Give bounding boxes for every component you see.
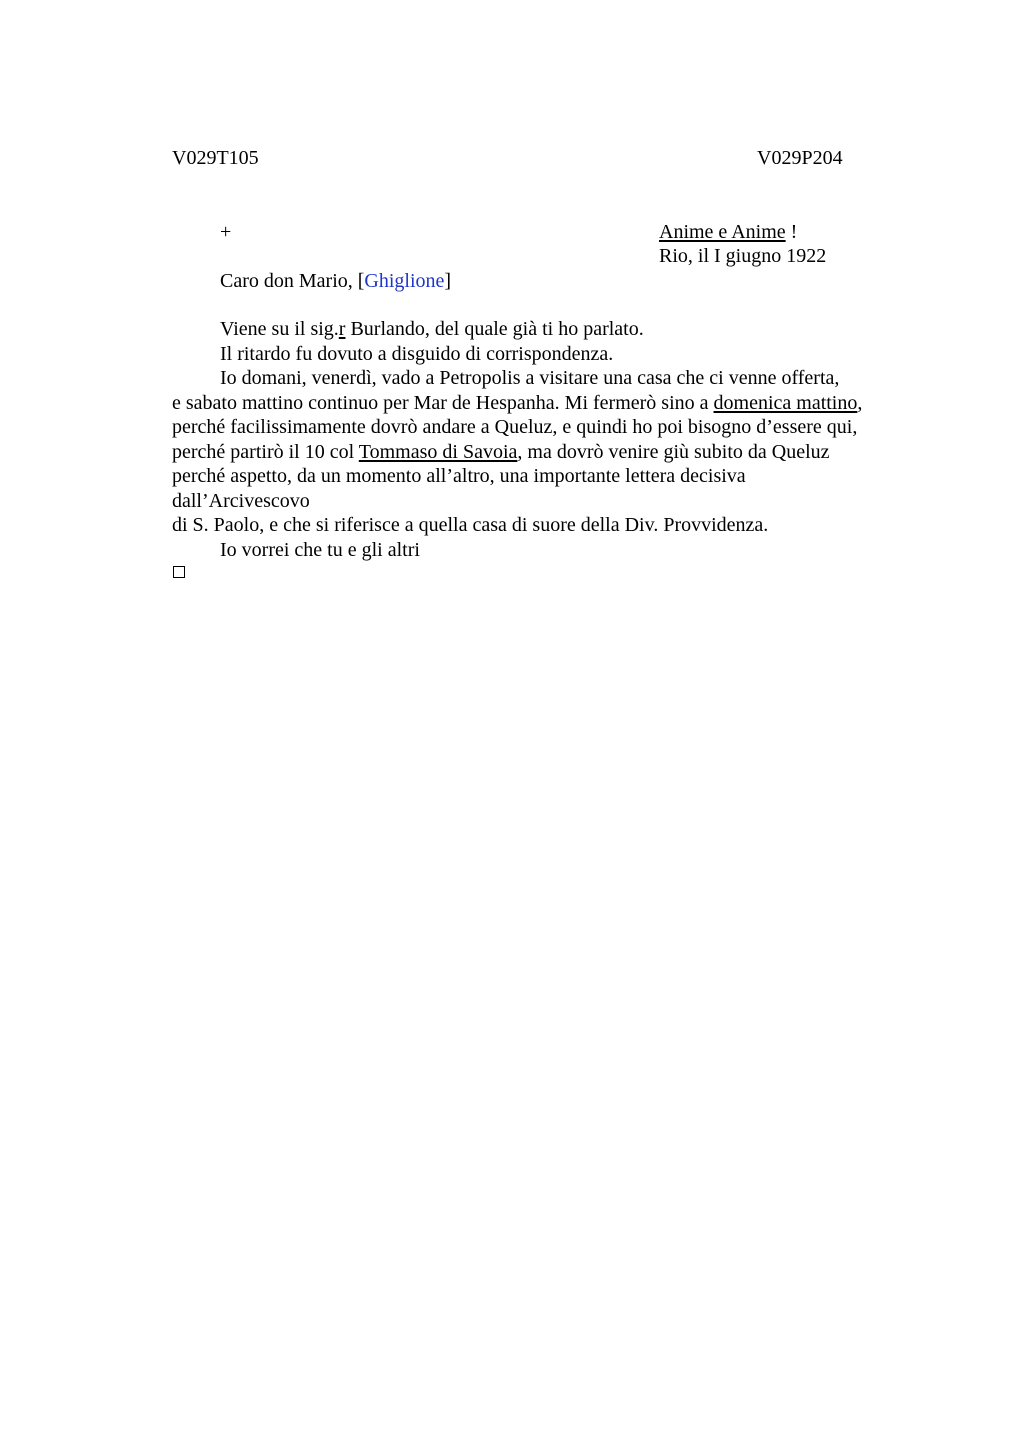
paragraph-3-line-2 [172,391,862,415]
motto [659,220,797,244]
paragraph-3-line-5: perché aspetto, da un momento all’altro, una importante lettera decisiva [172,465,746,487]
salutation [220,269,451,293]
p3-l4-text-a: perché partirò il 10 col [172,441,359,463]
paragraph-4: Io vorrei che tu e gli altri [220,539,420,561]
paragraph-2: Il ritardo fu dovuto a disguido di corrispondenza. [220,343,614,365]
empty-checkbox-icon [173,566,185,578]
p3-l2-text-a: e sabato mattino continuo per Mar de Hespanha. Mi fermerò sino a [172,392,714,414]
paragraph-3-line-3: perché facilissimamente dovrò andare a Queluz, e quindi ho poi bisogno d’essere qui, [172,416,858,438]
paragraph-1 [220,317,644,341]
p3-l2-text-b: , [857,392,863,414]
paragraph-3-line-7: di S. Paolo, e che si riferisce a quella casa di suore della Div. Provvidenza. [172,514,769,536]
p3-l4-text-b: , ma dovrò venire giù subito da Queluz [517,441,830,463]
motto-text: Anime e Anime [659,221,786,243]
salutation-prefix: Caro don Mario, [ [220,270,365,292]
p3-l4-ship-name: Tommaso di Savoia [358,441,518,463]
paragraph-3-line-1: Io domani, venerdì, vado a Petropolis a visitare una casa che ci venne offerta, [220,367,840,389]
paragraph-3-line-4 [172,440,830,464]
letter-date: Rio, il I giugno 1922 [659,245,827,267]
p1-abbrev-r: r [338,318,346,340]
p3-l2-underlined: domenica mattino [713,392,858,414]
p1-text-a: Viene su il sig. [220,318,339,340]
p1-text-b: Burlando, del quale già ti ho parlato. [345,318,644,340]
salutation-suffix: ] [444,270,452,292]
salutation-name-link[interactable]: Ghiglione [364,270,445,292]
left-archive-code: V029T105 [172,147,259,169]
cross-mark: + [220,221,232,243]
right-archive-code: V029P204 [757,147,843,169]
motto-suffix: ! [785,221,798,243]
paragraph-3-line-6: dall’Arcivescovo [172,490,310,512]
